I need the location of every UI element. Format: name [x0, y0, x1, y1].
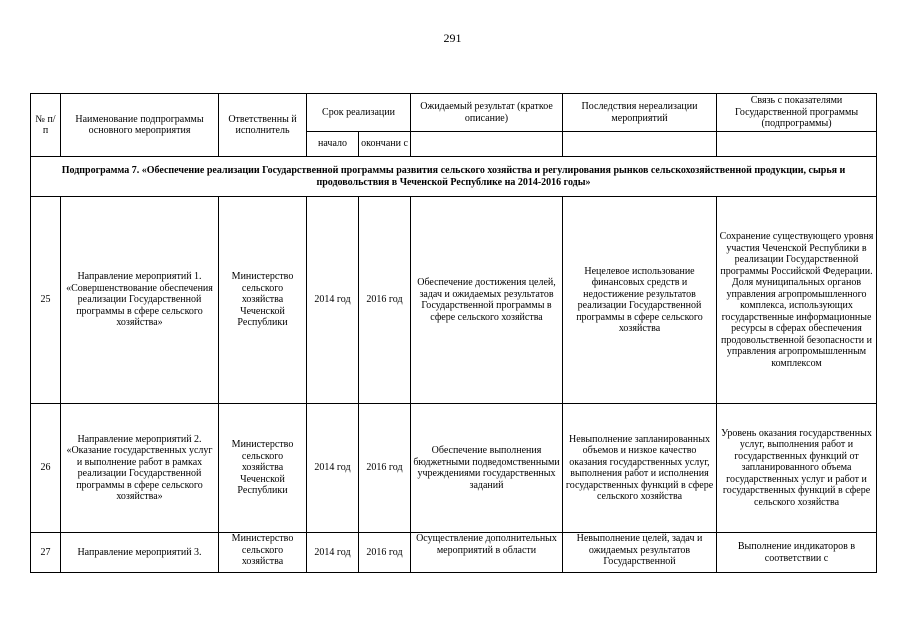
- row-link: Сохранение существующего уровня участия Чеченской Республики в реализации Государственной программы Российской Федерации. Доля муниципальных органов управления агропромышленного комплекса, использующих государственные информационные ресурсы в сферах обеспечения продовольственной безопасности и управления агропромышленным комплексом: [717, 197, 877, 404]
- table-row: [31, 404, 877, 533]
- measures-table: [30, 93, 877, 573]
- header-consequences-blank: [563, 132, 717, 157]
- row-start: 2014 год: [307, 533, 359, 573]
- header-term: Срок реализации: [307, 94, 411, 132]
- row-consequences: Невыполнение запланированных объемов и низкое качество оказания государственных услуг, выполнения работ и исполнения государственных функций в сфере сельского хозяйства: [563, 404, 717, 533]
- table-row: [31, 533, 877, 573]
- row-expected: Обеспечение достижения целей, задач и ожидаемых результатов Государственной программы в сфере сельского хозяйства: [411, 197, 563, 404]
- header-term-end: окончани с: [359, 132, 411, 157]
- header-link-blank: [717, 132, 877, 157]
- header-num: № п/п: [31, 94, 61, 157]
- row-start: 2014 год: [307, 197, 359, 404]
- row-expected: Обеспечение выполнения бюджетными подведомственными учреждениями государственных заданий: [411, 404, 563, 533]
- row-responsible: Министерство сельского хозяйства Чеченской Республики: [219, 197, 307, 404]
- row-responsible: Министерство сельского хозяйства Чеченской Республики: [219, 404, 307, 533]
- row-num: 26: [31, 404, 61, 533]
- row-num: 25: [31, 197, 61, 404]
- row-num: 27: [31, 533, 61, 573]
- row-link: Выполнение индикаторов в соответствии с: [717, 533, 877, 573]
- row-link: Уровень оказания государственных услуг, выполнения работ и государственных функций от запланированного объема государственных услуг и работ и государственных функций в сфере сельского хозяйства: [717, 404, 877, 533]
- row-start: 2014 год: [307, 404, 359, 533]
- subprogram-title: Подпрограмма 7. «Обеспечение реализации Государственной программы развития сельского хозяйства и регулирования рынков сельскохозяйственной продукции, сырья и продовольствия в Чеченской Республике на 2014-2016 годы»: [31, 157, 877, 197]
- header-expected-blank: [411, 132, 563, 157]
- row-consequences: Невыполнение целей, задач и ожидаемых результатов Государственной: [563, 533, 717, 573]
- row-consequences: Нецелевое использование финансовых средств и недостижение результатов реализации Государственной программы в сфере сельского хозяйства: [563, 197, 717, 404]
- header-expected: Ожидаемый результат (краткое описание): [411, 94, 563, 132]
- row-end: 2016 год: [359, 197, 411, 404]
- row-responsible: Министерство сельского хозяйства: [219, 533, 307, 573]
- row-end: 2016 год: [359, 533, 411, 573]
- header-consequences: Последствия нереализации мероприятий: [563, 94, 717, 132]
- subprogram-row: [31, 157, 877, 197]
- header-term-start: начало: [307, 132, 359, 157]
- row-name: Направление мероприятий 3.: [61, 533, 219, 573]
- header-link: Связь с показателями Государственной программы (подпрограммы): [717, 94, 877, 132]
- row-end: 2016 год: [359, 404, 411, 533]
- header-row: [31, 94, 877, 132]
- row-name: Направление мероприятий 1. «Совершенствование обеспечения реализации Государственной программы в сфере сельского хозяйства»: [61, 197, 219, 404]
- table-row: [31, 197, 877, 404]
- page-number: 291: [443, 31, 462, 45]
- header-name: Наименование подпрограммы основного мероприятия: [61, 94, 219, 157]
- row-expected: Осуществление дополнительных мероприятий в области: [411, 533, 563, 573]
- header-responsible: Ответственны й исполнитель: [219, 94, 307, 157]
- row-name: Направление мероприятий 2. «Оказание государственных услуг и выполнение работ в рамках реализации Государственной программы в сфере сельского хозяйства»: [61, 404, 219, 533]
